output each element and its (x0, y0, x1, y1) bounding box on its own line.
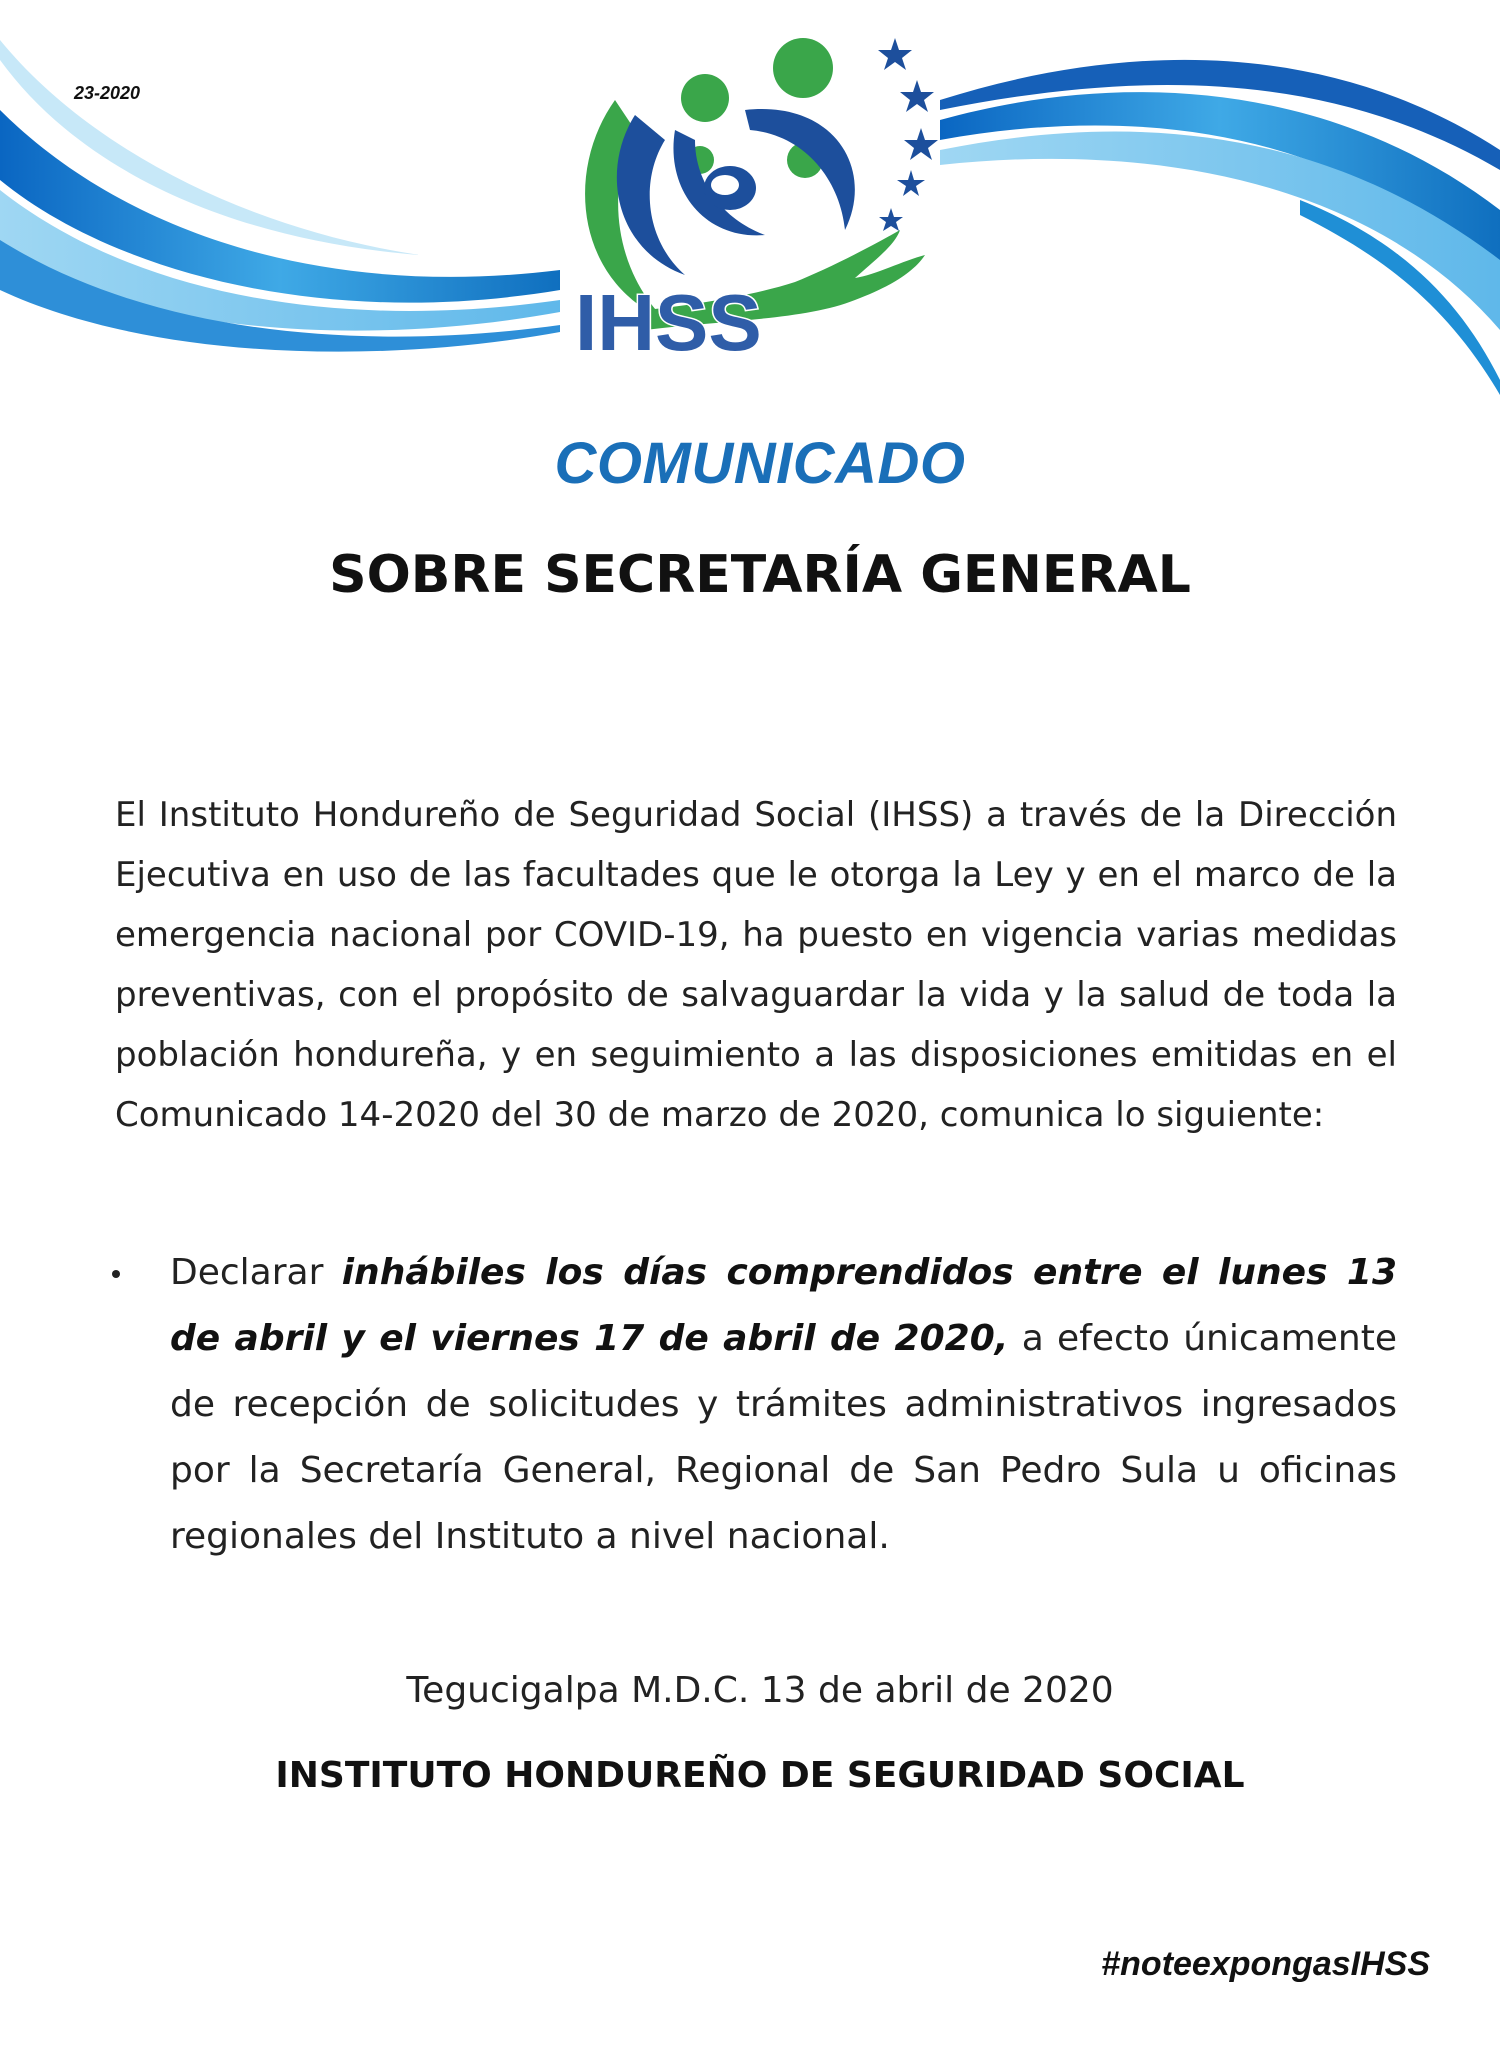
page-subtitle: SOBRE SECRETARÍA GENERAL (329, 545, 1191, 605)
list-item (100, 1240, 1397, 1570)
measures-list (100, 1240, 1397, 1570)
ihss-logo (555, 20, 960, 360)
bullet-lead: Declarar (170, 1252, 342, 1293)
intro-paragraph: El Instituto Hondureño de Seguridad Social (IHSS) a través de la Dirección Ejecutiva en uso de las facultades que le otorga la Ley y en el marco de la emergencia nacional por COVID-19, ha puesto en vigencia varias medidas preventivas, con el propósito de salvaguardar la vida y la salud de toda la población hondureña, y en seguimiento a las disposiciones emitidas en el Comunicado 14-2020 del 30 de marzo de 2020, comunica lo siguiente: (115, 795, 1397, 1135)
communique-number: 23-2020 (74, 83, 141, 103)
page-title: COMUNICADO (554, 431, 966, 496)
bullet-rest: a efecto únicamente de recepción de solicitudes y trámites administrativos ingresados por la Secretaría General, Regional de San Pedro Sula u oficinas regionales del Instituto a nivel nacional. (170, 1318, 1397, 1557)
hashtag: #noteexpongasIHSS (1101, 1945, 1430, 1983)
bullet-emphasis: inhábiles los días comprendidos entre el lunes 13 de abril y el viernes 17 de abril de 2020, (170, 1252, 1397, 1359)
institution-name: INSTITUTO HONDUREÑO DE SEGURIDAD SOCIAL (275, 1755, 1245, 1796)
place-date: Tegucigalpa M.D.C. 13 de abril de 2020 (406, 1670, 1114, 1711)
logo-wordmark: IHSS (575, 278, 762, 360)
bullet-icon (112, 1270, 120, 1278)
star-icon (878, 38, 938, 231)
